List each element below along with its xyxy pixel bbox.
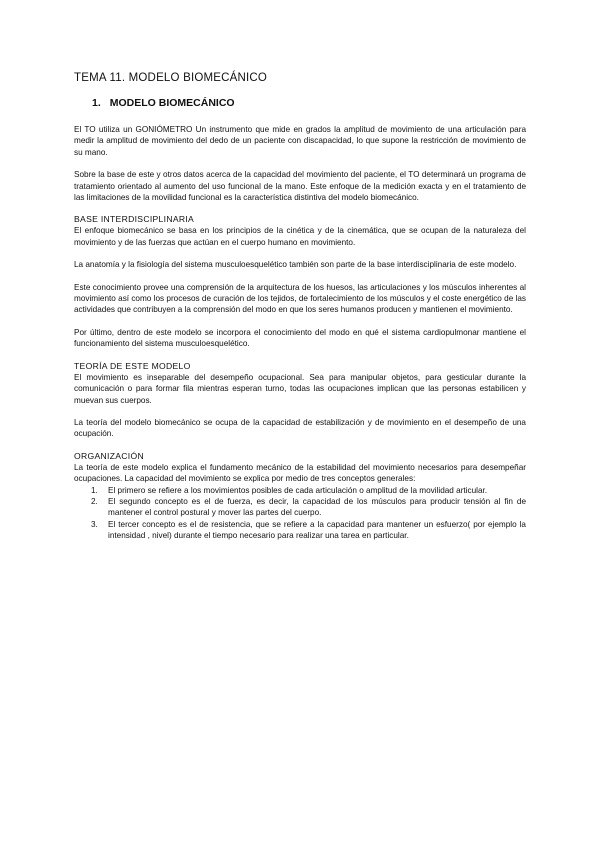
base-paragraph-1: El enfoque biomecánico se basa en los principios de la cinética y de la cinemática, que se ocupan de la naturaleza del movimiento y de las fuerzas que actúan en el cuerpo humano en movimiento. bbox=[74, 226, 526, 247]
list-item bbox=[91, 496, 526, 519]
section-heading bbox=[92, 97, 526, 109]
concepts-list bbox=[74, 485, 526, 542]
section-heading-text: MODELO BIOMECÁNICO bbox=[109, 97, 235, 109]
subheading-organizacion: ORGANIZACIÓN bbox=[74, 450, 144, 461]
intro-paragraph-2: Sobre la base de este y otros datos acerca de la capacidad del movimiento del paciente, el TO determinará un programa de tratamiento orientado al aumento del uso funcional de la mano. Este enfoque de la medición exacta y en el tratamiento de las limitaciones de la movilidad funcional es la característica distintiva del modelo biomecánico. bbox=[74, 170, 526, 203]
list-item-text: El primero se refiere a los movimientos posibles de cada articulación o amplitud de la movilidad articular. bbox=[108, 485, 488, 495]
section-number: 1. bbox=[92, 97, 101, 109]
subheading-teoria: TEORÍA DE ESTE MODELO bbox=[74, 360, 191, 371]
subheading-base: BASE INTERDISCIPLINARIA bbox=[74, 214, 195, 225]
base-paragraph-4: Por último, dentro de este modelo se incorpora el conocimiento del modo en qué el sistema cardiopulmonar mantiene el funcionamiento del sistema musculoesquelético. bbox=[74, 327, 526, 349]
list-item bbox=[91, 519, 526, 542]
teoria-paragraph-2: La teoría del modelo biomecánico se ocupa de la capacidad de estabilización y de movimiento en el desempeño de una ocupación. bbox=[74, 417, 526, 439]
list-item bbox=[91, 485, 526, 496]
organizacion-intro: La teoría de este modelo explica el fundamento mecánico de la estabilidad del movimiento necesarios para desempeñar ocupaciones. La capacidad del movimiento se explica por medio de tres conceptos generales: bbox=[74, 462, 526, 484]
list-item-number: 1. bbox=[91, 485, 98, 495]
list-item-number: 3. bbox=[91, 519, 98, 529]
list-item-text: El tercer concepto es el de resistencia, que se refiere a la capacidad para mantener un esfuerzo( por ejemplo la intensidad , nivel) durante el tiempo necesario para realizar una tarea en particular. bbox=[108, 519, 526, 541]
list-item-text: El segundo concepto es el de fuerza, es decir, la capacidad de los músculos para producir tensión al fin de mantener el control postural y mover las partes del cuerpo. bbox=[108, 496, 526, 518]
intro-paragraph-1: El TO utiliza un GONIÓMETRO Un instrumento que mide en grados la amplitud de movimiento de una articulación para medir la amplitud de movimiento del dedo de un paciente con discapacidad, lo que supone la restricción de movimiento de su mano. bbox=[74, 125, 526, 157]
document-title: TEMA 11. MODELO BIOMECÁNICO bbox=[74, 72, 268, 84]
list-item-number: 2. bbox=[91, 496, 98, 506]
teoria-paragraph-1: El movimiento es inseparable del desempeño ocupacional. Sea para manipular objetos, para gesticular durante la comunicación o para formar fila mientras esperan turno, todas las ocupaciones implican que las personas estabilicen y muevan sus cuerpos. bbox=[74, 372, 526, 405]
base-paragraph-3: Este conocimiento provee una comprensión de la arquitectura de los huesos, las articulaciones y los músculos inherentes al movimiento así como los procesos de curación de los tejidos, de fortalecimiento de los músculos y el coste energético de las actividades que contribuyen a la comprensión del modo en que los seres humanos producen y mantienen el movimiento. bbox=[74, 282, 526, 315]
base-paragraph-2: La anatomía y la fisiología del sistema musculoesquelético también son parte de la base interdisciplinaria de este modelo. bbox=[74, 260, 517, 270]
